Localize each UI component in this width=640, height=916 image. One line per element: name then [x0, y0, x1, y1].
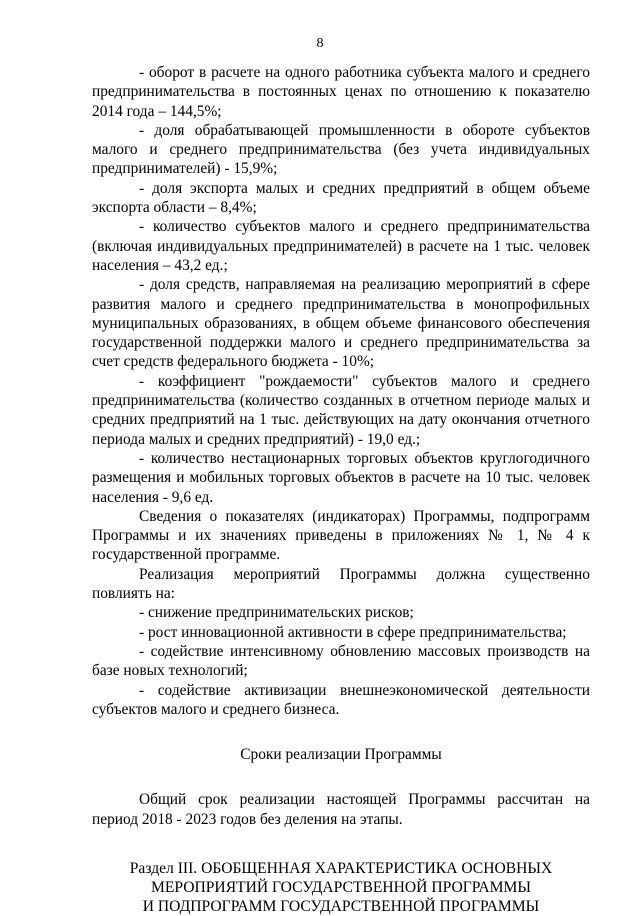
section-heading-line: И ПОДПРОГРАММ ГОСУДАРСТВЕННОЙ ПРОГРАММЫ [142, 897, 540, 915]
impact-item: - содействие интенсивному обновлению массовых производств на базе новых технологий; [92, 642, 590, 680]
indicator-item: - доля средств, направляемая на реализацию мероприятий в сфере развития малого и среднего предпринимательства в монопрофильных муниципальных образованиях, в общем объеме финансового обеспечения государственной поддержки малого и среднего предпринимательства за счет средств федерального бюджета - 10%; [92, 276, 590, 371]
indicator-item: - коэффициент "рождаемости" субъектов малого и среднего предпринимательства (количество созданных в отчетном периоде малых и средних предприятий на 1 тыс. действующих на дату окончания отчетного периода малых и средних предприятий) - 19,0 ед.; [92, 372, 590, 448]
impact-intro: Реализация мероприятий Программы должна существенно повлиять на: [92, 565, 590, 603]
impact-item: - снижение предпринимательских рисков; [139, 604, 414, 622]
indicator-item: - доля обрабатывающей промышленности в обороте субъектов малого и среднего предпринимательства (без учета индивидуальных предпринимателей) - 15,9%; [92, 121, 590, 178]
indicator-item: - оборот в расчете на одного работника субъекта малого и среднего предпринимательства в постоянных ценах по отношению к показателю 2014 года – 144,5%; [92, 64, 590, 120]
section-heading-line: МЕРОПРИЯТИЙ ГОСУДАРСТВЕННОЙ ПРОГРАММЫ [150, 878, 532, 896]
section-heading-line: Раздел III. ОБОБЩЕННАЯ ХАРАКТЕРИСТИКА ОСНОВНЫХ [129, 859, 553, 877]
page-number: 8 [316, 36, 324, 51]
timing-text: Общий срок реализации настоящей Программы рассчитан на период 2018 - 2023 годов без деления на этапы. [92, 791, 590, 828]
document-body [92, 63, 590, 916]
indicator-item: - доля экспорта малых и средних предприятий в общем объеме экспорта области – 8,4%; [92, 179, 590, 217]
timing-title: Сроки реализации Программы [240, 746, 442, 764]
impact-item: - рост инновационной активности в сфере предпринимательства; [139, 623, 567, 641]
indicator-item: - количество нестационарных торговых объектов круглогодичного размещения и мобильных торговых объектов в расчете на 10 тыс. человек населения - 9,6 ед. [92, 449, 590, 506]
impact-item: - содействие активизации внешнеэкономической деятельности субъектов малого и среднего бизнеса. [92, 681, 590, 718]
indicator-item: - количество субъектов малого и среднего предпринимательства (включая индивидуальных предпринимателей) в расчете на 1 тыс. человек населения – 43,2 ед.; [92, 218, 590, 274]
section-heading [92, 859, 590, 916]
info-paragraph: Сведения о показателях (индикаторах) Программы, подпрограмм Программы и их значениях приведены в приложениях № 1, № 4 к государственной программе. [92, 507, 590, 564]
